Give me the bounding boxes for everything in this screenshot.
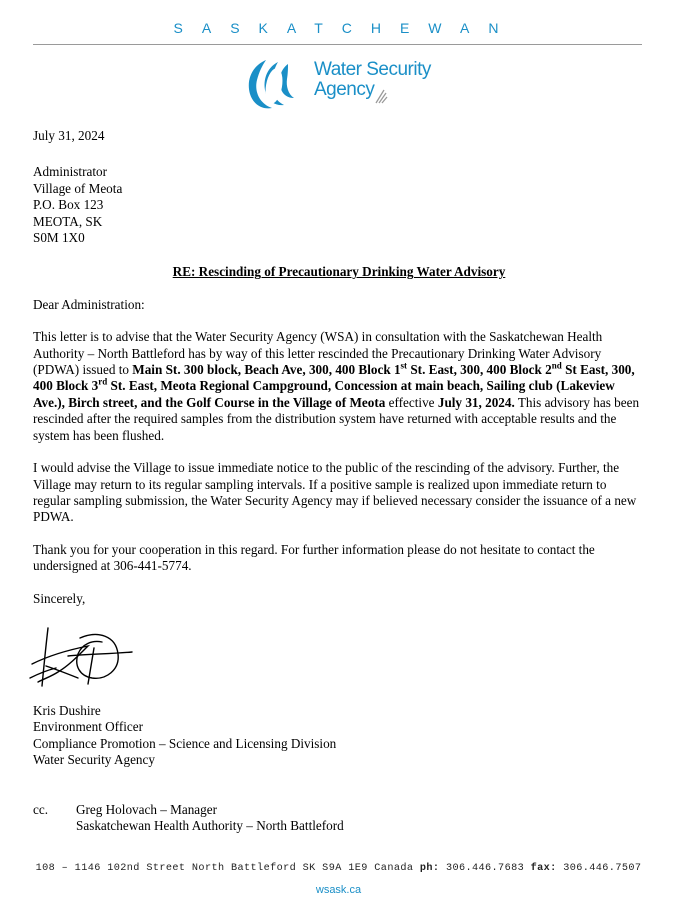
cc-recipient: Greg Holovach – Manager [76, 802, 217, 817]
address-line: S0M 1X0 [33, 230, 85, 246]
closing: Sincerely, [33, 590, 86, 606]
website-link[interactable]: wsask.ca [315, 884, 362, 896]
address-line: MEOTA, SK [33, 213, 103, 229]
fax-number: 306.446.7507 [556, 863, 642, 874]
cc-recipient: Saskatchewan Health Authority – North Battleford [76, 818, 344, 834]
address-line: Administrator [33, 164, 107, 180]
p1-loc-3: St East, 300, 400 Block 3 [33, 362, 635, 394]
p1-text-c: effective [385, 394, 438, 410]
footer-street: 108 – 1146 102nd Street North Battleford SK S9A 1E9 Canada [35, 863, 420, 874]
footer-address [0, 863, 677, 874]
signature-image [28, 620, 138, 692]
cc-recipients [76, 802, 344, 835]
phone-number: 306.446.7683 [439, 863, 531, 874]
recipient-address [33, 164, 645, 246]
cc-label: cc. [33, 802, 49, 817]
paragraph-2: I would advise the Village to issue immediate notice to the public of the rescinding of the advisory. Further, the Village may return to its regular sampling intervals. If a positive sample is realized upon immediate return to regular sampling submission, the Water Security Agency may if believed necessary consider the issuance of a new PDWA. [33, 460, 637, 525]
p1-text-a: This letter is to advise that the Water Security Agency (WSA) in consultation with the Saskatchewan Health Authority – North Battleford has by way of this letter rescinded the Precautionary Drinking Water Advisory (PDWA) issued to [33, 329, 603, 378]
letter-date: July 31, 2024 [33, 128, 105, 143]
p1-effective-date: July 31, 2024. [437, 394, 515, 410]
address-line: P.O. Box 123 [33, 197, 104, 213]
p1-loc-4: St. East, Meota Regional Campground, Concession at main beach, Sailing club (Lakeview Ave.), Birch street, and the Golf Course in the Village of Meota [33, 378, 615, 410]
signer-organization: Water Security Agency [33, 752, 155, 768]
p1-text-e: This advisory has been rescinded after the required samples from the distribution system have returned with acceptable results and the system has been flushed. [33, 394, 640, 443]
signer-title: Environment Officer [33, 719, 143, 735]
phone-label: ph: [419, 863, 440, 874]
wheat-mark-icon [374, 88, 388, 104]
p1-loc-2: St. East, 300, 400 Block 2 [407, 362, 552, 378]
p1-sup-3: rd [98, 377, 108, 388]
logo-wordmark [314, 60, 431, 100]
p1-sup-2: nd [551, 360, 562, 371]
fax-label: fax: [530, 863, 557, 874]
signer-name: Kris Dushire [33, 703, 101, 718]
water-security-agency-logo [244, 56, 444, 112]
subject-line: RE: Rescinding of Precautionary Drinking Water Advisory [172, 264, 506, 280]
water-drop-logo-icon [244, 56, 308, 112]
letter-body [33, 128, 645, 607]
province-header: SASKATCHEWAN [173, 20, 518, 36]
logo-line-1: Water Security [314, 59, 431, 80]
logo-line-2: Agency [314, 79, 375, 100]
signer-block [33, 703, 336, 769]
paragraph-1 [33, 329, 645, 444]
p1-sup-1: st [400, 360, 408, 371]
address-line: Village of Meota [33, 180, 123, 196]
signer-division: Compliance Promotion – Science and Licensing Division [33, 735, 337, 751]
p1-loc-1: Main St. 300 block, Beach Ave, 300, 400 Block 1 [132, 362, 401, 378]
paragraph-3: Thank you for your cooperation in this regard. For further information please do not hesitate to contact the undersigned at 306-441-5774. [33, 541, 595, 574]
salutation: Dear Administration: [33, 296, 145, 312]
header-divider [33, 44, 642, 45]
